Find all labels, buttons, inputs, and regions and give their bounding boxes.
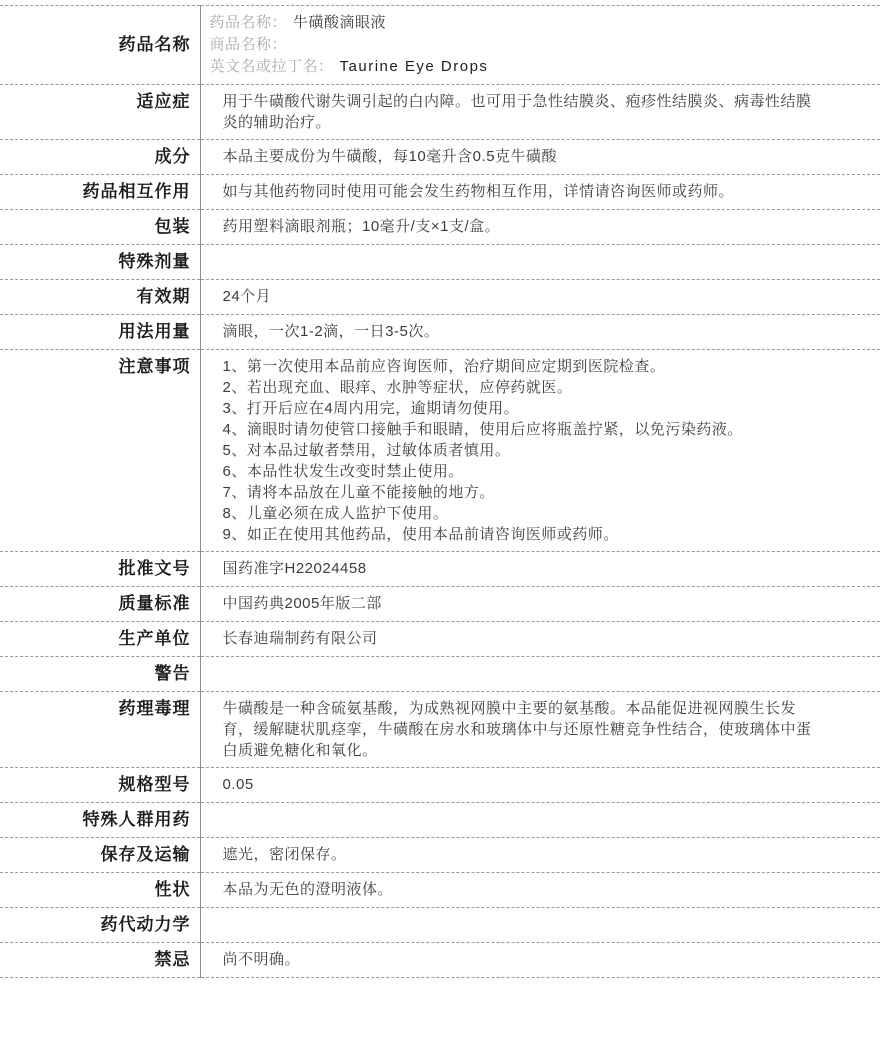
row-label-contraindications: 禁忌 bbox=[0, 943, 200, 978]
row-value-quality-standard: 中国药典2005年版二部 bbox=[222, 595, 382, 612]
precaution-item: 7、请将本品放在儿童不能接触的地方。 bbox=[222, 484, 495, 501]
row-label-storage-transport: 保存及运输 bbox=[0, 838, 200, 873]
row-value-contraindications: 尚不明确。 bbox=[222, 951, 301, 968]
row-label-packaging: 包装 bbox=[0, 210, 200, 245]
field-value: Taurine Eye Drops bbox=[339, 58, 489, 75]
field-key: 英文名或拉丁名： bbox=[209, 58, 334, 75]
row-label-specification: 规格型号 bbox=[0, 768, 200, 803]
row-value-packaging: 药用塑料滴眼剂瓶；10毫升/支×1支/盒。 bbox=[222, 218, 501, 235]
drug-info-table bbox=[0, 5, 880, 978]
row-label-approval-number: 批准文号 bbox=[0, 552, 200, 587]
row-value-warning bbox=[200, 657, 880, 692]
table-row-special-population bbox=[0, 803, 880, 838]
field-generic-name bbox=[210, 12, 821, 34]
row-label-quality-standard: 质量标准 bbox=[0, 587, 200, 622]
table-row-contraindications bbox=[0, 943, 880, 978]
field-key: 商品名称： bbox=[209, 36, 288, 53]
table-row-packaging bbox=[0, 210, 880, 245]
row-label-special-dosage: 特殊剂量 bbox=[0, 245, 200, 280]
row-value-ingredients: 本品主要成份为牛磺酸，每10毫升含0.5克牛磺酸 bbox=[222, 148, 558, 165]
row-value-special-dosage bbox=[200, 245, 880, 280]
precaution-item: 9、如正在使用其他药品，使用本品前请咨询医师或药师。 bbox=[222, 526, 619, 543]
row-label-properties: 性状 bbox=[0, 873, 200, 908]
row-label-indications: 适应症 bbox=[0, 85, 200, 140]
table-row-properties bbox=[0, 873, 880, 908]
table-row-ingredients bbox=[0, 140, 880, 175]
table-row-quality-standard bbox=[0, 587, 880, 622]
table-row-storage-transport bbox=[0, 838, 880, 873]
table-row-special-dosage bbox=[0, 245, 880, 280]
table-row-drug-name bbox=[0, 6, 880, 85]
row-value-storage-transport: 遮光，密闭保存。 bbox=[222, 846, 347, 863]
row-label-warning: 警告 bbox=[0, 657, 200, 692]
row-label-pharmacology-toxicology: 药理毒理 bbox=[0, 692, 200, 768]
table-row-shelf-life bbox=[0, 280, 880, 315]
field-trade-name bbox=[210, 34, 821, 56]
row-label-pharmacokinetics: 药代动力学 bbox=[0, 908, 200, 943]
row-label-shelf-life: 有效期 bbox=[0, 280, 200, 315]
field-english-name bbox=[210, 56, 821, 78]
table-row-warning bbox=[0, 657, 880, 692]
row-label-ingredients: 成分 bbox=[0, 140, 200, 175]
row-value-specification: 0.05 bbox=[222, 776, 254, 793]
row-value-precautions bbox=[200, 350, 880, 552]
precaution-item: 5、对本品过敏者禁用，过敏体质者慎用。 bbox=[222, 442, 511, 459]
table-row-precautions bbox=[0, 350, 880, 552]
row-value-special-population bbox=[200, 803, 880, 838]
row-value-dosage-usage: 滴眼，一次1-2滴，一日3-5次。 bbox=[222, 323, 440, 340]
row-label-precautions: 注意事项 bbox=[0, 350, 200, 552]
table-row-pharmacology-toxicology bbox=[0, 692, 880, 768]
row-label-special-population: 特殊人群用药 bbox=[0, 803, 200, 838]
row-value-indications: 用于牛磺酸代谢失调引起的白内障。也可用于急性结膜炎、疱疹性结膜炎、病毒性结膜炎的辅助治疗。 bbox=[222, 93, 812, 131]
precaution-item: 2、若出现充血、眼痒、水肿等症状，应停药就医。 bbox=[222, 379, 573, 396]
table-row-manufacturer bbox=[0, 622, 880, 657]
precaution-item: 6、本品性状发生改变时禁止使用。 bbox=[222, 463, 464, 480]
table-row-pharmacokinetics bbox=[0, 908, 880, 943]
row-value-properties: 本品为无色的澄明液体。 bbox=[222, 881, 394, 898]
row-label-dosage-usage: 用法用量 bbox=[0, 315, 200, 350]
table-row-specification bbox=[0, 768, 880, 803]
row-value-pharmacokinetics bbox=[200, 908, 880, 943]
row-value-shelf-life: 24个月 bbox=[222, 288, 272, 305]
precaution-item: 4、滴眼时请勿使管口接触手和眼睛，使用后应将瓶盖拧紧，以免污染药液。 bbox=[222, 421, 743, 438]
row-value-drug-interactions: 如与其他药物同时使用可能会发生药物相互作用，详情请咨询医师或药师。 bbox=[222, 183, 735, 200]
table-row-approval-number bbox=[0, 552, 880, 587]
table-row-dosage-usage bbox=[0, 315, 880, 350]
row-label-drug-interactions: 药品相互作用 bbox=[0, 175, 200, 210]
precaution-item: 1、第一次使用本品前应咨询医师，治疗期间应定期到医院检查。 bbox=[222, 358, 666, 375]
field-value: 牛磺酸滴眼液 bbox=[293, 14, 387, 31]
row-label-drug-name: 药品名称 bbox=[0, 6, 200, 85]
row-value-approval-number: 国药准字H22024458 bbox=[222, 560, 367, 577]
row-value-pharmacology-toxicology: 牛磺酸是一种含硫氨基酸，为成熟视网膜中主要的氨基酸。本品能促进视网膜生长发育，缓解睫状肌痉挛，牛磺酸在房水和玻璃体中与还原性糖竞争性结合，使玻璃体中蛋白质避免糖化和氧化。 bbox=[222, 700, 812, 759]
table-row-drug-interactions bbox=[0, 175, 880, 210]
table-row-indications bbox=[0, 85, 880, 140]
row-label-manufacturer: 生产单位 bbox=[0, 622, 200, 657]
field-key: 药品名称： bbox=[209, 14, 288, 31]
row-value-manufacturer: 长春迪瑞制药有限公司 bbox=[222, 630, 378, 647]
row-value-drug-name bbox=[200, 6, 880, 85]
precaution-item: 3、打开后应在4周内用完，逾期请勿使用。 bbox=[222, 400, 520, 417]
precaution-item: 8、儿童必须在成人监护下使用。 bbox=[222, 505, 449, 522]
